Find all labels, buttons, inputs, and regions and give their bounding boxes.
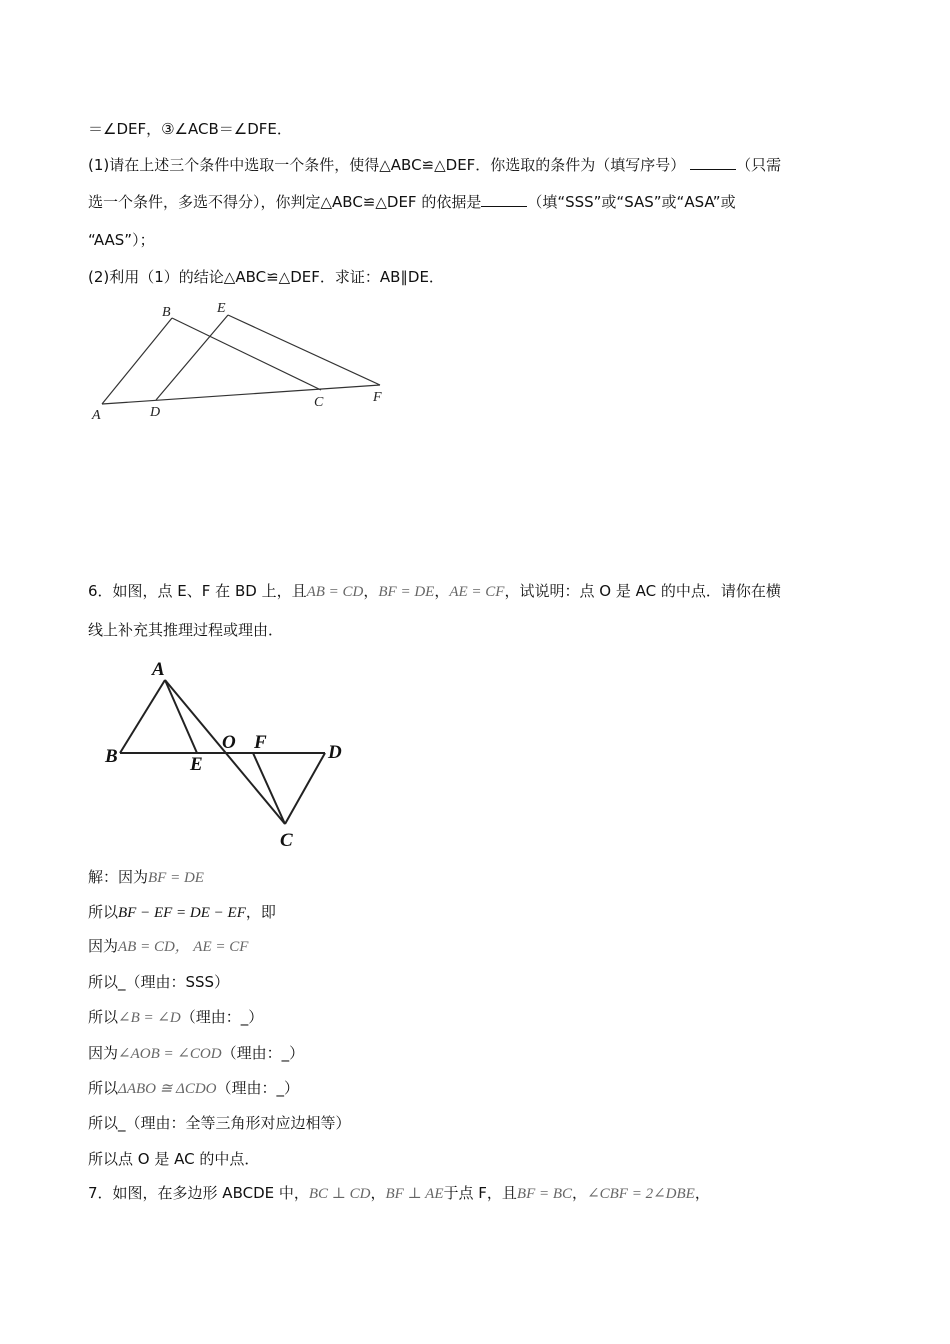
segment-ae [165,680,197,753]
label-c: C [314,395,324,410]
segment-dc [285,753,325,824]
label-f: F [254,732,267,753]
label-b: B [105,746,118,767]
q6-solution-line: 解：因为BF = DE [88,868,204,886]
q6-solution-line: 因为∠AOB = ∠COD（理由：_） [88,1044,305,1062]
q6-solution-line: 所以_（理由：SSS） [88,973,230,991]
q5-part1-line1: (1)请在上述三个条件中选取一个条件，使得△ABC≌△DEF．你选取的条件为（填写序号） （只需 [88,156,782,174]
label-f: F [373,390,382,405]
label-a: A [92,408,101,423]
q6-solution-line: 因为AB = CD， AE = CF [88,937,249,955]
q5-part1-line3: “AAS”）； [88,231,155,249]
q6-solution-line: 所以点 O 是 AC 的中点． [88,1150,260,1168]
q5-part1-line2: 选一个条件，多选不得分），你判定△ABC≌△DEF 的依据是 （填“SSS”或“SAS”或“ASA”或 [88,193,736,211]
q6-stem-line1: 6．如图，点 E、F 在 BD 上，且AB = CD，BF = DE，AE = CF，试说明：点 O 是 AC 的中点．请你在横 [88,582,781,600]
q6-solution-line: 所以_（理由：全等三角形对应边相等） [88,1114,351,1132]
label-a: A [152,659,165,680]
q6-solution-line: 所以∠B = ∠D（理由：_） [88,1008,264,1026]
label-e: E [190,754,203,775]
q5-part2: (2)利用（1）的结论△ABC≌△DEF．求证：AB∥DE． [88,268,444,286]
q7-stem: 7．如图，在多边形 ABCDE 中，BC ⊥ CD，BF ⊥ AE于点 F，且BF = BC，∠CBF = 2∠DBE， [88,1184,710,1202]
label-o: O [222,732,236,753]
segment-ab [120,680,165,753]
q6-solution-line: 所以ΔABO ≅ ΔCDO（理由：_） [88,1079,300,1097]
label-d: D [150,405,161,420]
q6-stem-line2: 线上补充其推理过程或理由． [88,621,284,639]
q5-condition-line: ＝∠DEF，③∠ACB＝∠DFE． [88,120,292,138]
label-c: C [280,830,293,851]
label-b: B [162,305,171,320]
label-e: E [217,301,226,316]
segment-fc [253,753,285,824]
q6-solution-line: 所以BF − EF = DE − EF，即 [88,903,276,921]
label-d: D [328,742,342,763]
